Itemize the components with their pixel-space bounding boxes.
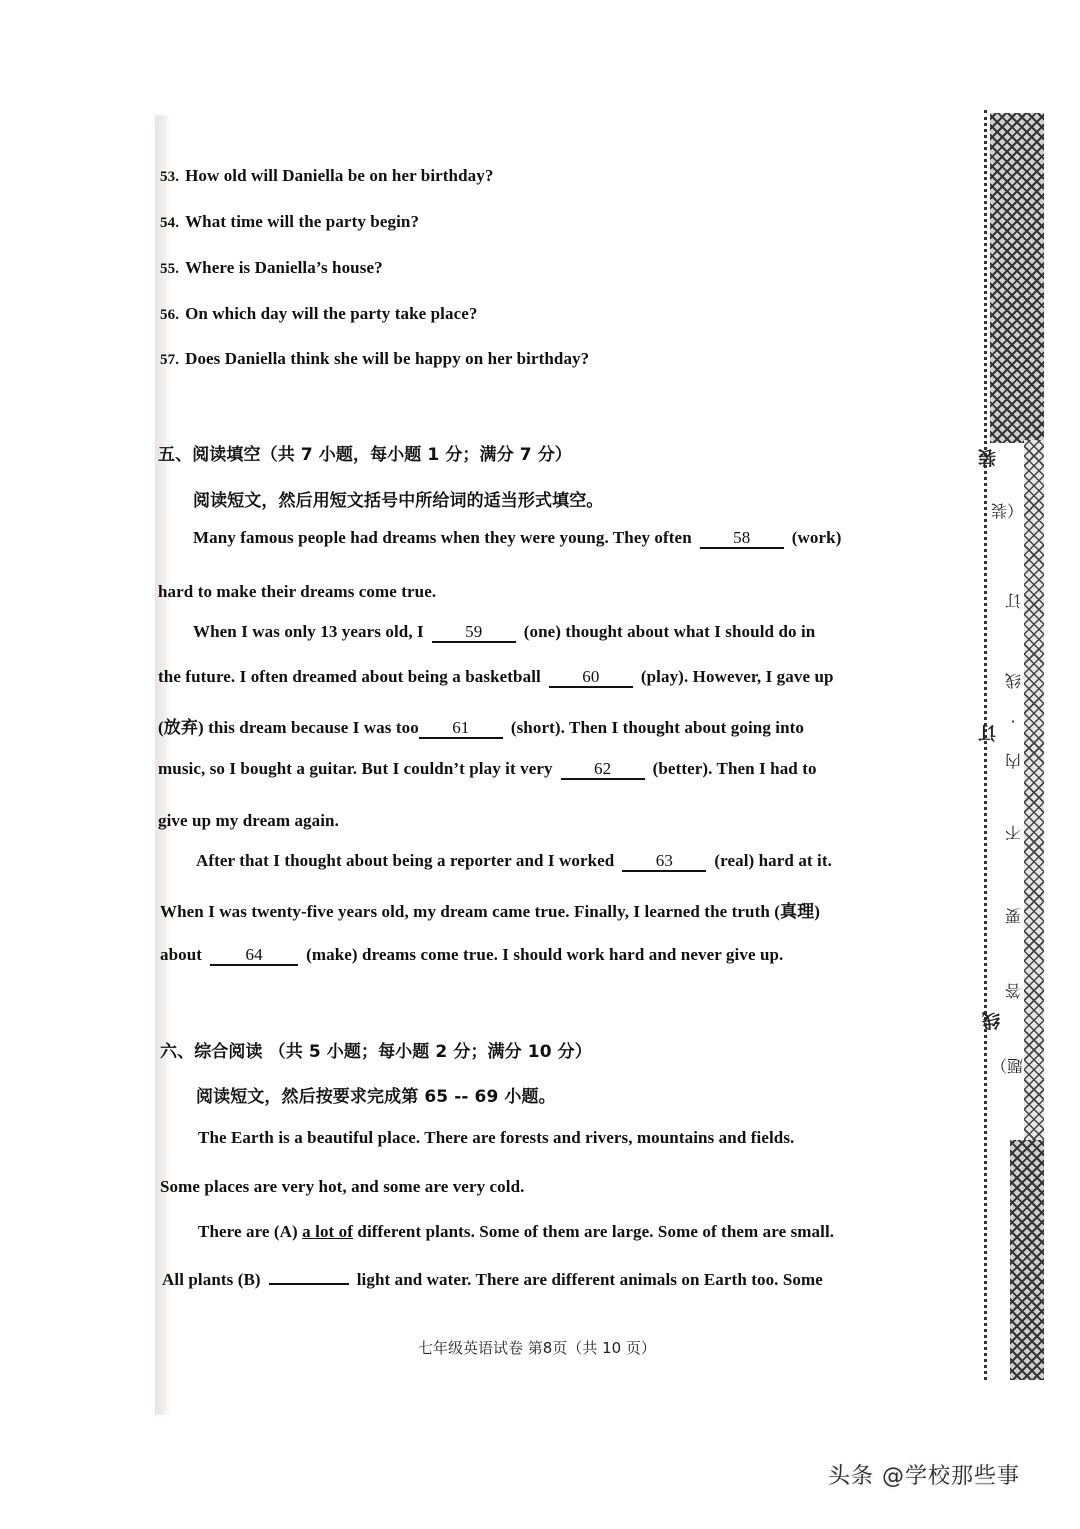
question-54: 54. What time will the party begin? [160, 212, 420, 231]
decorative-border-top [990, 113, 1044, 443]
passage-line: the future. I often dreamed about being a basketball 60 (play). However, I gave up [158, 667, 834, 686]
binding-char: 订 [1005, 591, 1022, 610]
binding-char: （装 [990, 501, 1023, 520]
passage-line: The Earth is a beautiful place. There are forests and rivers, mountains and fields. [198, 1128, 795, 1147]
binding-char: · [1010, 712, 1016, 731]
section5-heading: 五、阅读填空（共 7 小题，每小题 1 分；满分 7 分） [158, 445, 572, 465]
question-53: 53. How old will Daniella be on her birthday? [160, 166, 494, 185]
passage-line: When I was only 13 years old, I 59 (one) thought about what I should do in [193, 622, 816, 641]
blank-61[interactable]: 61 [419, 719, 503, 739]
passage-line: (放弃) this dream because I was too 61 (short). Then I thought about going into [158, 718, 805, 737]
passage-line: music, so I bought a guitar. But I couldn’t play it very 62 (better). Then I had to [158, 759, 817, 778]
blank-58[interactable]: 58 [700, 529, 784, 549]
binding-char: 要 [1005, 906, 1022, 925]
question-55: 55. Where is Daniella’s house? [160, 258, 383, 277]
question-56: 56. On which day will the party take place? [160, 304, 478, 323]
passage-line: about 64 (make) dreams come true. I should work hard and never give up. [160, 945, 784, 964]
blank-b[interactable] [269, 1283, 349, 1285]
binding-char: 内 [1005, 751, 1022, 770]
underlined-phrase-a: a lot of [302, 1222, 354, 1241]
binding-char: 题） [990, 1056, 1023, 1075]
binding-char: 线 [1005, 671, 1022, 690]
blank-59[interactable]: 59 [432, 623, 516, 643]
binding-char: 答 [1005, 981, 1022, 1000]
passage-line: hard to make their dreams come true. [158, 582, 437, 601]
section6-instruction: 阅读短文，然后按要求完成第 65 -- 69 小题。 [196, 1087, 556, 1107]
section6-heading: 六、综合阅读 （共 5 小题；每小题 2 分；满分 10 分） [160, 1042, 592, 1062]
blank-60[interactable]: 60 [549, 668, 633, 688]
decorative-border-middle [1024, 440, 1044, 1140]
passage-line: give up my dream again. [158, 811, 339, 830]
binding-char: 订 [978, 721, 996, 742]
blank-63[interactable]: 63 [622, 852, 706, 872]
passage-line: Many famous people had dreams when they were young. They often 58 (work) [193, 528, 842, 547]
watermark: 头条 @学校那些事 [828, 1464, 1020, 1489]
passage-line: Some places are very hot, and some are very cold. [160, 1177, 525, 1196]
binding-char: 不 [1005, 823, 1022, 842]
binding-char: 线 [982, 1009, 1000, 1030]
blank-62[interactable]: 62 [561, 760, 645, 780]
blank-64[interactable]: 64 [210, 946, 298, 966]
passage-line: There are (A) a lot of different plants. Some of them are large. Some of them are small. [198, 1222, 835, 1241]
passage-line: After that I thought about being a reporter and I worked 63 (real) hard at it. [196, 851, 832, 870]
section5-instruction: 阅读短文，然后用短文括号中所给词的适当形式填空。 [193, 491, 604, 511]
passage-line: When I was twenty-five years old, my dream came true. Finally, I learned the truth (真理) [160, 902, 820, 921]
decorative-border-bottom [1010, 1140, 1044, 1380]
binding-char: 装 [978, 446, 996, 467]
question-57: 57. Does Daniella think she will be happy on her birthday? [160, 349, 590, 368]
page-footer: 七年级英语试卷 第8页（共 10 页） [418, 1339, 656, 1357]
passage-line: All plants (B) light and water. There are different animals on Earth too. Some [162, 1270, 823, 1289]
